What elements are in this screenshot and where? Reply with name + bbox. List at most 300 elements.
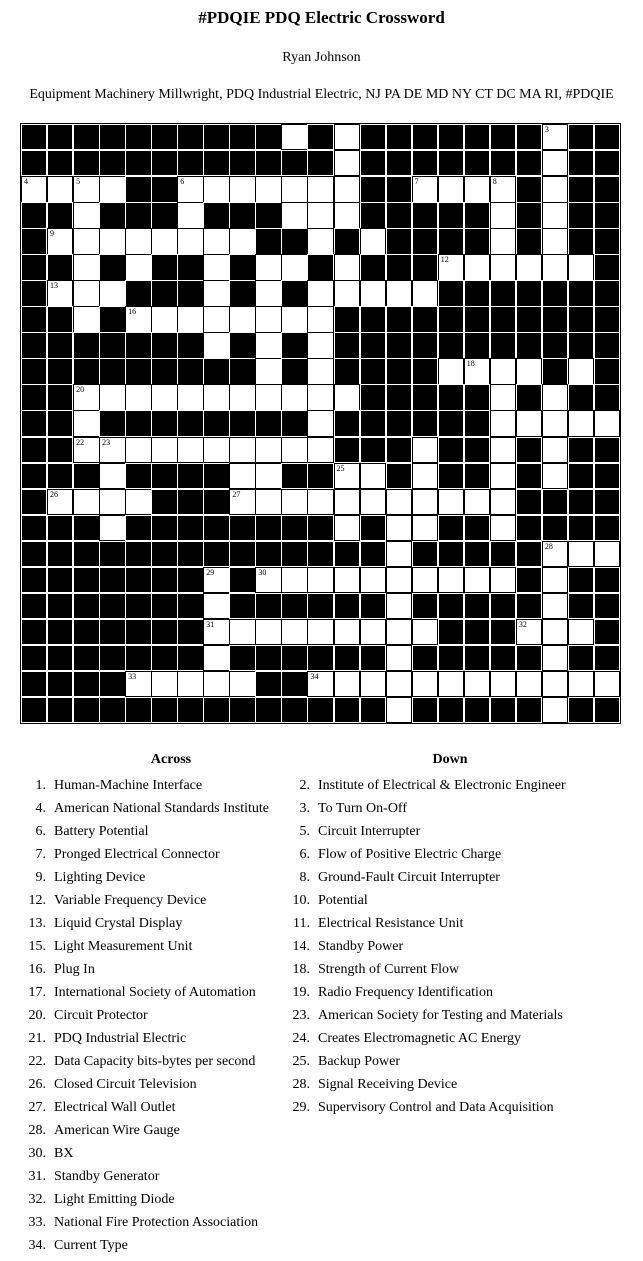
blocked-cell [21,567,47,593]
answer-cell[interactable] [490,437,516,463]
answer-cell[interactable] [307,437,333,463]
blocked-cell [360,202,386,228]
blocked-cell [21,384,47,410]
blocked-cell [73,671,99,697]
answer-cell[interactable] [542,593,568,619]
answer-cell[interactable] [542,124,568,150]
answer-cell[interactable] [99,489,125,515]
answer-cell[interactable] [334,567,360,593]
blocked-cell [255,541,281,567]
answer-cell[interactable] [386,280,412,306]
answer-cell[interactable] [203,437,229,463]
answer-cell[interactable] [125,671,151,697]
answer-cell[interactable] [47,176,73,202]
answer-cell[interactable] [542,437,568,463]
blocked-cell [99,567,125,593]
clue-item-number: 14. [292,939,310,954]
answer-cell[interactable] [490,202,516,228]
answer-cell[interactable] [203,176,229,202]
clue-item-text: Circuit Interrupter [318,824,421,839]
answer-cell[interactable] [542,254,568,280]
answer-cell[interactable] [99,437,125,463]
answer-cell[interactable] [73,306,99,332]
answer-cell[interactable] [125,306,151,332]
blocked-cell [412,150,438,176]
answer-cell[interactable] [568,358,594,384]
answer-cell[interactable] [412,671,438,697]
answer-cell[interactable] [281,306,307,332]
answer-cell[interactable] [438,176,464,202]
blocked-cell [360,410,386,436]
answer-cell[interactable] [281,202,307,228]
answer-cell[interactable] [360,463,386,489]
blocked-cell [334,541,360,567]
answer-cell[interactable] [334,124,360,150]
answer-cell[interactable] [281,437,307,463]
blocked-cell [177,697,203,723]
answer-cell[interactable] [464,671,490,697]
blocked-cell [360,697,386,723]
answer-cell[interactable] [490,358,516,384]
clue-item [282,799,622,822]
blocked-cell [360,124,386,150]
answer-cell[interactable] [177,176,203,202]
blocked-cell [594,280,620,306]
clue-item-text: Potential [318,893,368,908]
blocked-cell [516,332,542,358]
answer-cell[interactable] [73,254,99,280]
answer-cell[interactable] [229,489,255,515]
answer-cell[interactable] [177,384,203,410]
answer-cell[interactable] [255,280,281,306]
answer-cell[interactable] [177,671,203,697]
answer-cell[interactable] [255,567,281,593]
blocked-cell [281,593,307,619]
blocked-cell [334,306,360,332]
answer-cell[interactable] [386,593,412,619]
blocked-cell [177,489,203,515]
answer-cell[interactable] [307,567,333,593]
answer-cell[interactable] [516,358,542,384]
answer-cell[interactable] [490,489,516,515]
clue-item [18,891,318,914]
answer-cell[interactable] [568,410,594,436]
blocked-cell [229,280,255,306]
answer-cell[interactable] [464,254,490,280]
blocked-cell [412,332,438,358]
answer-cell[interactable] [73,489,99,515]
answer-cell[interactable] [151,306,177,332]
answer-cell[interactable] [125,228,151,254]
blocked-cell [386,306,412,332]
blocked-cell [73,463,99,489]
answer-cell[interactable] [386,645,412,671]
answer-cell[interactable] [255,463,281,489]
blocked-cell [307,515,333,541]
blocked-cell [307,254,333,280]
answer-cell[interactable] [203,306,229,332]
answer-cell[interactable] [464,567,490,593]
answer-cell[interactable] [334,671,360,697]
answer-cell[interactable] [568,541,594,567]
answer-cell[interactable] [542,410,568,436]
answer-cell[interactable] [542,150,568,176]
blocked-cell [464,697,490,723]
blocked-cell [594,619,620,645]
answer-cell[interactable] [255,176,281,202]
blocked-cell [412,384,438,410]
answer-cell[interactable] [255,384,281,410]
answer-cell[interactable] [203,384,229,410]
answer-cell[interactable] [255,489,281,515]
answer-cell[interactable] [516,671,542,697]
blocked-cell [516,645,542,671]
answer-cell[interactable] [307,332,333,358]
answer-cell[interactable] [464,489,490,515]
answer-cell[interactable] [177,202,203,228]
blocked-cell [334,410,360,436]
blocked-cell [438,306,464,332]
clue-item-number: 12. [28,893,46,908]
answer-cell[interactable] [47,489,73,515]
answer-cell[interactable] [307,410,333,436]
answer-cell[interactable] [255,332,281,358]
blocked-cell [177,332,203,358]
answer-cell[interactable] [490,384,516,410]
answer-cell[interactable] [73,202,99,228]
answer-cell[interactable] [490,410,516,436]
clue-item [282,1075,622,1098]
clue-number: 21 [466,411,475,421]
blocked-cell [99,671,125,697]
clue-item-text: American National Standards Institute [54,801,269,816]
answer-cell[interactable] [542,645,568,671]
answer-cell[interactable] [99,176,125,202]
answer-cell[interactable] [334,176,360,202]
clue-item-text: Pronged Electrical Connector [54,847,220,862]
clue-item-text: Supervisory Control and Data Acquisition [318,1100,554,1115]
answer-cell[interactable] [99,463,125,489]
answer-cell[interactable] [438,254,464,280]
answer-cell[interactable] [203,228,229,254]
answer-cell[interactable] [125,489,151,515]
answer-cell[interactable] [438,489,464,515]
answer-cell[interactable] [281,567,307,593]
answer-cell[interactable] [151,228,177,254]
blocked-cell [125,358,151,384]
answer-cell[interactable] [334,202,360,228]
blocked-cell [568,697,594,723]
answer-cell[interactable] [360,671,386,697]
answer-cell[interactable] [412,437,438,463]
clue-item-number: 10. [292,893,310,908]
answer-cell[interactable] [360,489,386,515]
answer-cell[interactable] [151,384,177,410]
answer-cell[interactable] [21,176,47,202]
answer-cell[interactable] [229,176,255,202]
answer-cell[interactable] [412,489,438,515]
blocked-cell [47,437,73,463]
answer-cell[interactable] [412,280,438,306]
answer-cell[interactable] [307,176,333,202]
answer-cell[interactable] [594,410,620,436]
answer-cell[interactable] [542,619,568,645]
answer-cell[interactable] [281,254,307,280]
blocked-cell [386,437,412,463]
clue-number: 4 [24,177,28,187]
answer-cell[interactable] [516,619,542,645]
clue-item-text: Institute of Electrical & Electronic Engineer [318,778,566,793]
answer-cell[interactable] [307,384,333,410]
clue-item-number: 8. [299,870,310,885]
blocked-cell [125,202,151,228]
answer-cell[interactable] [438,358,464,384]
answer-cell[interactable] [203,567,229,593]
answer-cell[interactable] [125,437,151,463]
blocked-cell [516,437,542,463]
blocked-cell [516,541,542,567]
answer-cell[interactable] [490,671,516,697]
answer-cell[interactable] [516,410,542,436]
answer-cell[interactable] [360,228,386,254]
answer-cell[interactable] [594,671,620,697]
answer-cell[interactable] [99,280,125,306]
clue-item [282,1052,622,1075]
clue-item-number: 24. [292,1031,310,1046]
answer-cell[interactable] [125,384,151,410]
blocked-cell [47,593,73,619]
blocked-cell [594,306,620,332]
blocked-cell [568,306,594,332]
answer-cell[interactable] [73,228,99,254]
clue-number: 10 [284,229,293,239]
blocked-cell [516,384,542,410]
blocked-cell [490,697,516,723]
blocked-cell [281,332,307,358]
answer-cell[interactable] [334,280,360,306]
answer-cell[interactable] [334,619,360,645]
answer-cell[interactable] [203,280,229,306]
answer-cell[interactable] [73,410,99,436]
across-heading: Across [150,752,192,767]
answer-cell[interactable] [464,358,490,384]
blocked-cell [229,645,255,671]
answer-cell[interactable] [73,437,99,463]
answer-cell[interactable] [203,593,229,619]
answer-cell[interactable] [542,541,568,567]
answer-cell[interactable] [542,202,568,228]
blocked-cell [281,463,307,489]
answer-cell[interactable] [203,671,229,697]
clue-number: 24 [388,437,397,447]
blocked-cell [464,150,490,176]
answer-cell[interactable] [255,254,281,280]
blocked-cell [516,150,542,176]
answer-cell[interactable] [203,645,229,671]
answer-cell[interactable] [490,254,516,280]
answer-cell[interactable] [125,254,151,280]
answer-cell[interactable] [360,280,386,306]
answer-cell[interactable] [568,619,594,645]
answer-cell[interactable] [490,176,516,202]
blocked-cell [516,176,542,202]
blocked-cell [99,697,125,723]
answer-cell[interactable] [542,567,568,593]
blocked-cell [542,358,568,384]
answer-cell[interactable] [386,697,412,723]
blocked-cell [99,332,125,358]
blocked-cell [594,437,620,463]
clue-item [18,1098,318,1121]
answer-cell[interactable] [334,463,360,489]
blocked-cell [151,202,177,228]
blocked-cell [229,515,255,541]
answer-cell[interactable] [255,619,281,645]
blocked-cell [151,541,177,567]
blocked-cell [360,541,386,567]
answer-cell[interactable] [47,280,73,306]
answer-cell[interactable] [542,697,568,723]
answer-cell[interactable] [360,619,386,645]
answer-cell[interactable] [229,384,255,410]
clue-item [282,845,622,868]
clue-item-number: 9. [35,870,46,885]
answer-cell[interactable] [542,463,568,489]
answer-cell[interactable] [438,671,464,697]
blocked-cell [47,645,73,671]
clue-item-number: 28. [292,1077,310,1092]
blocked-cell [464,202,490,228]
answer-cell[interactable] [255,306,281,332]
answer-cell[interactable] [594,541,620,567]
answer-cell[interactable] [386,619,412,645]
clue-number: 11 [336,229,345,239]
blocked-cell [412,358,438,384]
answer-cell[interactable] [177,306,203,332]
answer-cell[interactable] [229,463,255,489]
answer-cell[interactable] [307,228,333,254]
answer-cell[interactable] [490,567,516,593]
answer-cell[interactable] [229,228,255,254]
clue-item-text: Battery Potential [54,824,149,839]
answer-cell[interactable] [281,384,307,410]
answer-cell[interactable] [490,228,516,254]
answer-cell[interactable] [47,228,73,254]
answer-cell[interactable] [99,515,125,541]
answer-cell[interactable] [386,671,412,697]
answer-cell[interactable] [360,567,386,593]
blocked-cell [229,541,255,567]
blocked-cell [47,567,73,593]
answer-cell[interactable] [386,567,412,593]
answer-cell[interactable] [73,384,99,410]
blocked-cell [360,515,386,541]
answer-cell[interactable] [229,437,255,463]
answer-cell[interactable] [412,567,438,593]
answer-cell[interactable] [151,437,177,463]
answer-cell[interactable] [542,228,568,254]
answer-cell[interactable] [464,176,490,202]
answer-cell[interactable] [229,306,255,332]
answer-cell[interactable] [412,176,438,202]
answer-cell[interactable] [568,254,594,280]
answer-cell[interactable] [229,619,255,645]
answer-cell[interactable] [307,306,333,332]
answer-cell[interactable] [334,254,360,280]
answer-cell[interactable] [334,515,360,541]
answer-cell[interactable] [542,176,568,202]
answer-cell[interactable] [386,541,412,567]
answer-cell[interactable] [542,384,568,410]
answer-cell[interactable] [307,358,333,384]
answer-cell[interactable] [203,332,229,358]
answer-cell[interactable] [307,202,333,228]
answer-cell[interactable] [334,489,360,515]
answer-cell[interactable] [516,254,542,280]
answer-cell[interactable] [151,671,177,697]
answer-cell[interactable] [412,619,438,645]
answer-cell[interactable] [99,228,125,254]
blocked-cell [307,150,333,176]
answer-cell[interactable] [412,515,438,541]
blocked-cell [229,332,255,358]
answer-cell[interactable] [490,463,516,489]
blocked-cell [568,463,594,489]
blocked-cell [177,358,203,384]
answer-cell[interactable] [255,437,281,463]
answer-cell[interactable] [412,463,438,489]
answer-cell[interactable] [177,228,203,254]
answer-cell[interactable] [73,176,99,202]
answer-cell[interactable] [307,671,333,697]
answer-cell[interactable] [203,254,229,280]
answer-cell[interactable] [334,150,360,176]
answer-cell[interactable] [386,489,412,515]
answer-cell[interactable] [73,280,99,306]
answer-cell[interactable] [281,176,307,202]
answer-cell[interactable] [281,619,307,645]
answer-cell[interactable] [281,124,307,150]
blocked-cell [334,593,360,619]
clue-item [282,1006,622,1029]
answer-cell[interactable] [307,489,333,515]
answer-cell[interactable] [334,384,360,410]
answer-cell[interactable] [229,671,255,697]
blocked-cell [386,463,412,489]
blocked-cell [125,280,151,306]
answer-cell[interactable] [99,384,125,410]
blocked-cell [151,619,177,645]
blocked-cell [47,332,73,358]
blocked-cell [568,332,594,358]
answer-cell[interactable] [255,358,281,384]
clue-item-number: 6. [35,824,46,839]
answer-cell[interactable] [490,515,516,541]
answer-cell[interactable] [177,437,203,463]
answer-cell[interactable] [542,671,568,697]
answer-cell[interactable] [438,567,464,593]
answer-cell[interactable] [386,515,412,541]
answer-cell[interactable] [203,619,229,645]
blocked-cell [516,202,542,228]
answer-cell[interactable] [568,671,594,697]
blocked-cell [281,410,307,436]
answer-cell[interactable] [307,619,333,645]
blocked-cell [177,567,203,593]
answer-cell[interactable] [281,489,307,515]
blocked-cell [464,228,490,254]
answer-cell[interactable] [307,280,333,306]
